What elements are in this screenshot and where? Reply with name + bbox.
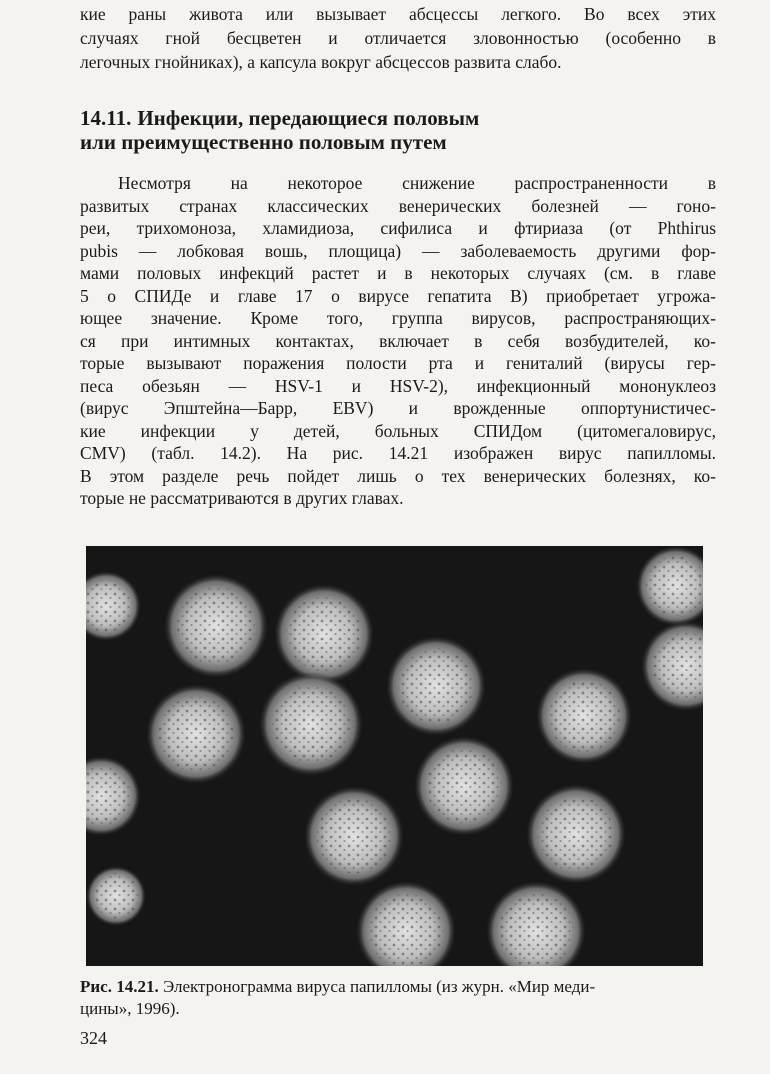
text-line: (вирус Эпштейна—Барр, EBV) и врожденные оппортунистичес- (80, 398, 716, 418)
text-line: развитых странах классических венерических болезней — гоно- (80, 195, 716, 216)
caption-text-2: цины», 1996). (80, 999, 180, 1018)
text-line: Несмотря на некоторое снижение распространенности в (118, 173, 716, 193)
text-line: мами половых инфекций растет и в некоторых случаях (см. в главе (80, 263, 716, 283)
figure-caption (80, 976, 716, 1020)
text-line: кие инфекции у детей, больных СПИДом (цитомегаловирус, (80, 420, 716, 441)
figure-label: Рис. 14.21. (80, 977, 159, 996)
virus-particle-texture (499, 894, 574, 967)
virus-particle-texture (399, 649, 474, 724)
section-number: 14.11. (80, 106, 132, 130)
section-title-line-2: или преимущественно половым путем (80, 130, 447, 154)
virus-particle-texture (539, 797, 614, 872)
text-line: ющее значение. Кроме того, группа вирусов, распространяющих- (80, 308, 716, 328)
text-line: песа обезьян — HSV-1 и HSV-2), инфекционный мононуклеоз (80, 375, 716, 396)
section-heading (80, 106, 700, 154)
virus-particle-texture (287, 597, 362, 672)
text-line: ся при интимных контактах, включает в себя возбудителей, ко- (80, 330, 716, 351)
virus-particle-texture (369, 894, 444, 967)
text-line: торые не рассматриваются в других главах. (80, 488, 404, 508)
text-line: реи, трихомоноза, хламидиоза, сифилиса и фтириаза (от Phthirus (80, 218, 716, 238)
page-number: 324 (80, 1028, 107, 1048)
virus-particles-illustration (86, 546, 703, 966)
section-title-line-1: Инфекции, передающиеся половым (137, 106, 480, 130)
virus-particle-texture (177, 587, 255, 665)
text-line: 5 о СПИДе и главе 17 о вирусе гепатита В) приобретает угрожа- (80, 285, 716, 306)
body-paragraph (80, 172, 716, 510)
caption-text-1: Электронограмма вируса папилломы (из журн. «Мир меди- (158, 977, 596, 996)
text-line: pubis — лобковая вошь, площица) — заболеваемость другими фор- (80, 240, 716, 261)
text-line: торые вызывают поражения полости рта и гениталий (вирусы гер- (80, 353, 716, 373)
virus-particle-texture (159, 697, 234, 772)
virus-particle-texture (427, 749, 502, 824)
virus-particle-texture (317, 799, 392, 874)
text-line: легочных гнойниках), а капсула вокруг абсцессов развита слабо. (80, 52, 562, 72)
virus-particle-texture (548, 680, 620, 752)
text-line: В этом разделе речь пойдет лишь о тех венерических болезнях, ко- (80, 465, 716, 486)
text-line: случаях гной бесцветен и отличается зловонностью (особенно в (80, 28, 716, 48)
electron-micrograph-image (86, 546, 703, 966)
virus-particle-texture (272, 685, 350, 763)
text-line: кие раны живота или вызывает абсцессы легкого. Во всех этих (80, 4, 716, 24)
virus-particle-texture (94, 874, 139, 919)
continued-paragraph (80, 2, 716, 74)
text-line: CMV) (табл. 14.2). На рис. 14.21 изображен вирус папилломы. (80, 443, 716, 463)
